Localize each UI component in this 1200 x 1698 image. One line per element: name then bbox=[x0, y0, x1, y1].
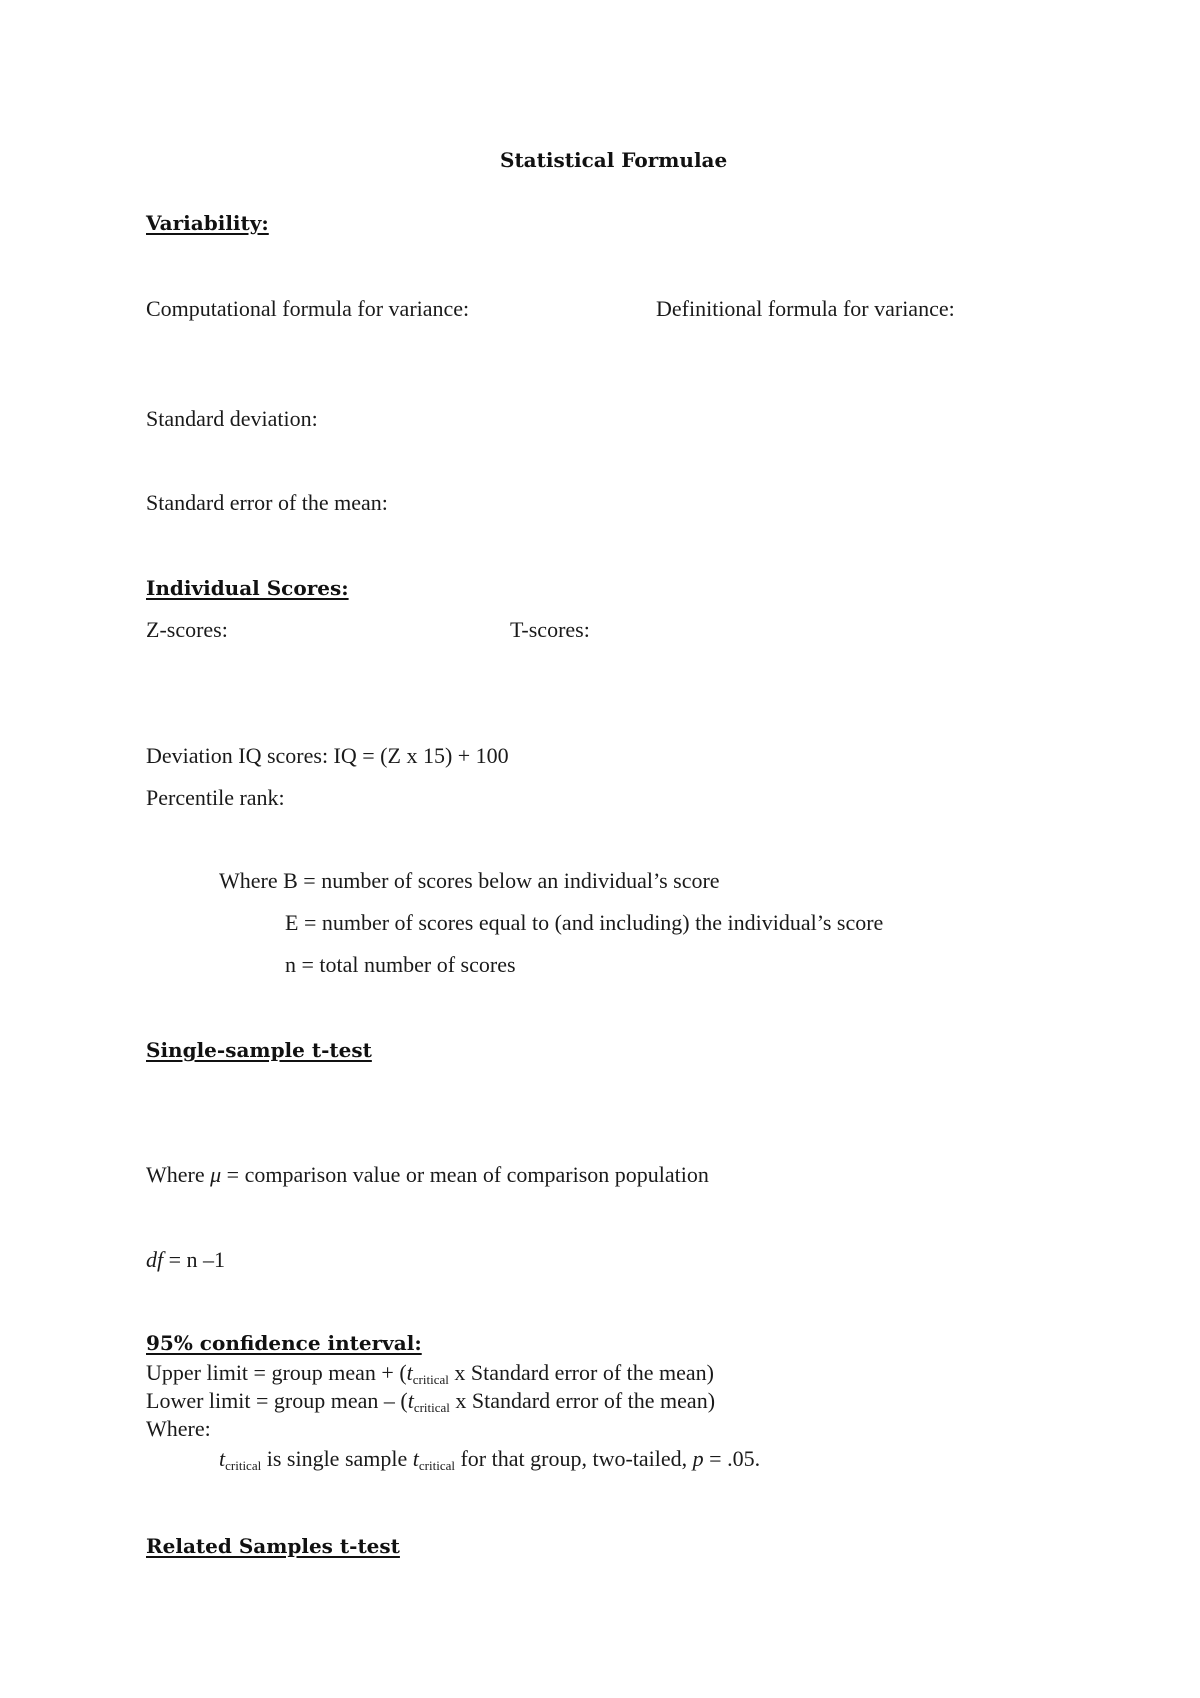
standard-deviation-label: Standard deviation: bbox=[146, 406, 318, 431]
computational-variance-label: Computational formula for variance: bbox=[146, 296, 470, 321]
df-symbol: df bbox=[146, 1247, 164, 1272]
page-title: Statistical Formulae bbox=[500, 148, 728, 172]
definitional-variance-label: Definitional formula for variance: bbox=[656, 296, 955, 321]
single-sample-heading: Single-sample t-test bbox=[146, 1038, 372, 1062]
where-n-definition: n = total number of scores bbox=[285, 952, 516, 977]
where-b-definition: Where B = number of scores below an individual’s score bbox=[219, 868, 720, 893]
related-samples-heading: Related Samples t-test bbox=[146, 1534, 400, 1558]
where-e-definition: E = number of scores equal to (and including) the individual’s score bbox=[285, 910, 884, 935]
deviation-iq-formula: Deviation IQ scores: IQ = (Z x 15) + 100 bbox=[146, 743, 509, 768]
upper-limit-formula: Upper limit = group mean + (tcritical x Standard error of the mean) bbox=[146, 1360, 714, 1387]
mu-symbol: μ bbox=[210, 1162, 222, 1187]
mu-definition: Where μ = comparison value or mean of comparison population bbox=[146, 1162, 709, 1187]
percentile-rank-label: Percentile rank: bbox=[146, 785, 285, 810]
t-scores-label: T-scores: bbox=[510, 617, 590, 642]
standard-error-label: Standard error of the mean: bbox=[146, 490, 388, 515]
z-scores-label: Z-scores: bbox=[146, 617, 228, 642]
individual-scores-heading: Individual Scores: bbox=[146, 576, 349, 600]
degrees-of-freedom: df = n –1 bbox=[146, 1247, 226, 1272]
confidence-interval-heading: 95% confidence interval: bbox=[146, 1331, 422, 1355]
where-label: Where: bbox=[146, 1416, 211, 1441]
lower-limit-formula: Lower limit = group mean – (tcritical x Standard error of the mean) bbox=[146, 1388, 716, 1415]
variability-heading: Variability: bbox=[146, 211, 269, 235]
t-critical-note: tcritical is single sample tcritical for that group, two-tailed, p = .05. bbox=[219, 1446, 761, 1473]
